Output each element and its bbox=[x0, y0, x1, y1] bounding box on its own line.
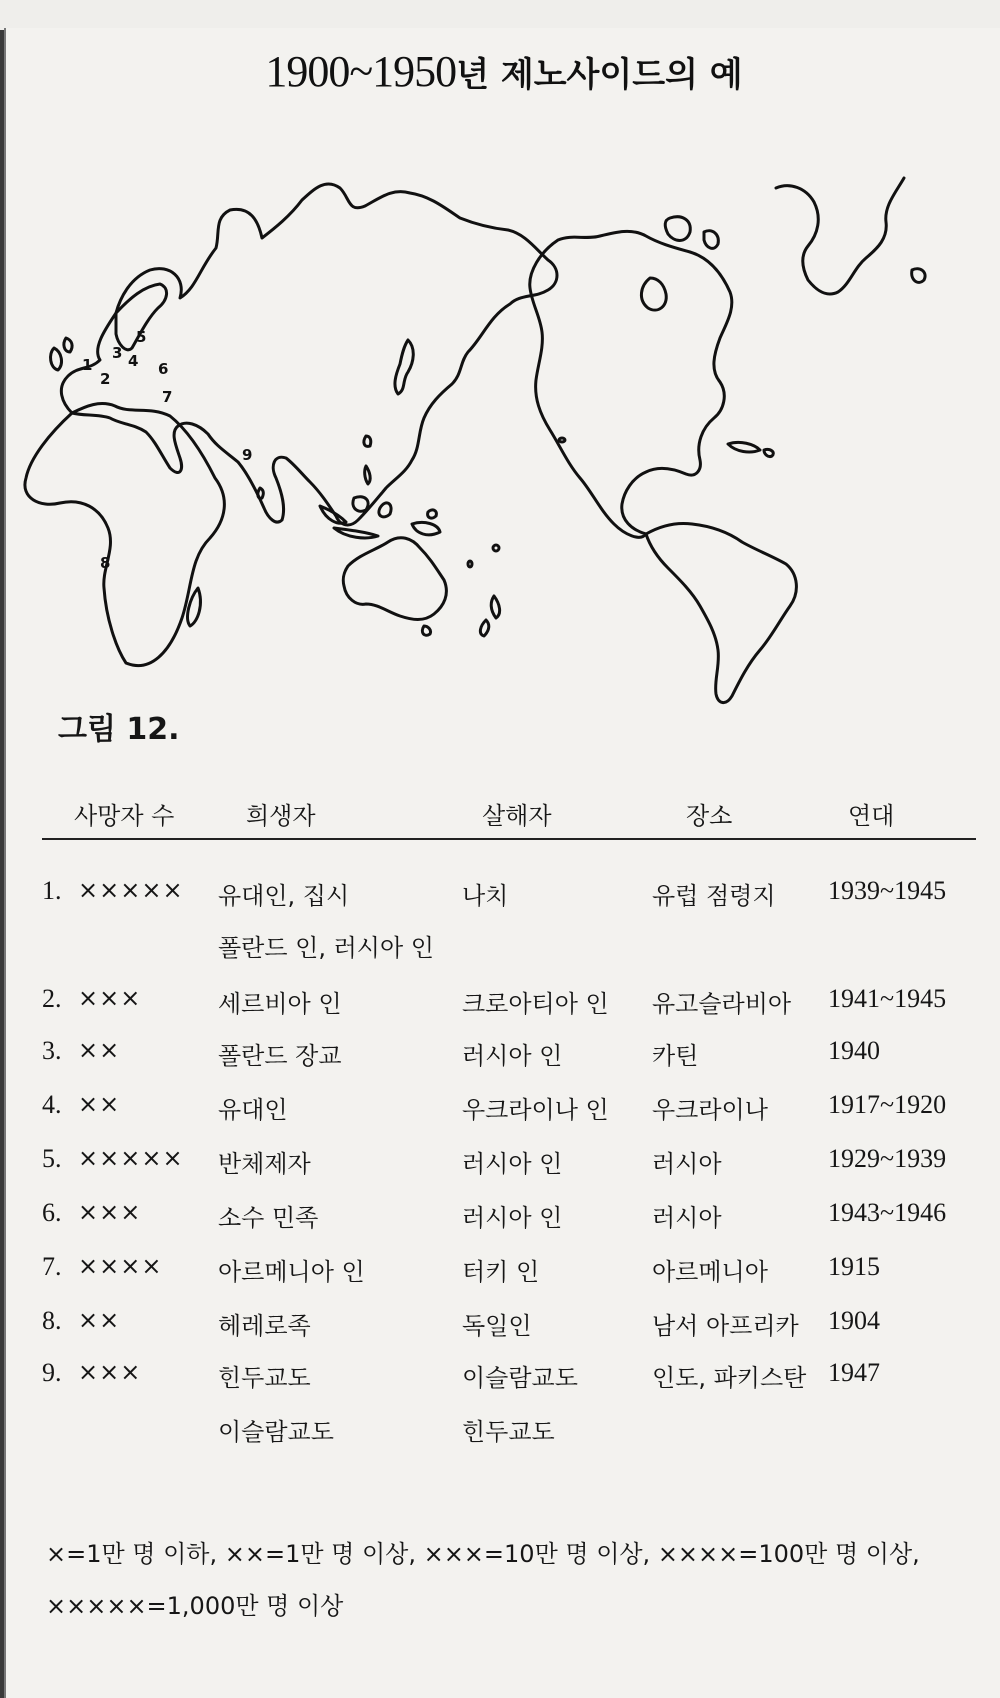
table-row bbox=[6, 876, 1000, 916]
header-victims: 희생자 bbox=[246, 802, 316, 830]
map-marker-5: 5 bbox=[136, 328, 147, 346]
map-caribbean bbox=[728, 442, 773, 456]
row-place: 우크라이나 bbox=[652, 1096, 768, 1124]
row-deaths: ××× bbox=[78, 1358, 142, 1386]
row-number: 9. bbox=[42, 1358, 62, 1387]
table-row bbox=[6, 1358, 1000, 1398]
row-years: 1929~1939 bbox=[828, 1144, 947, 1173]
table-row bbox=[6, 1306, 1000, 1346]
map-greenland bbox=[776, 178, 904, 294]
figure-label: 그림 12. bbox=[58, 712, 180, 747]
table-row bbox=[6, 1144, 1000, 1184]
map-pacific-island-b bbox=[468, 561, 472, 567]
row-deaths: ××× bbox=[78, 1198, 142, 1226]
map-taiwan bbox=[364, 436, 371, 446]
row-place: 인도, 파키스탄 bbox=[652, 1364, 807, 1392]
header-years: 연대 bbox=[848, 802, 895, 830]
table-row bbox=[6, 1412, 1000, 1452]
row-deaths: ××××× bbox=[78, 1144, 184, 1172]
row-killers: 러시아 인 bbox=[462, 1150, 563, 1178]
map-marker-9: 9 bbox=[242, 446, 253, 464]
page-top-edge bbox=[0, 0, 1000, 30]
map-japan bbox=[395, 340, 413, 394]
row-killers: 독일인 bbox=[462, 1312, 532, 1340]
row-killers: 나치 bbox=[462, 882, 509, 910]
row-killers: 이슬람교도 bbox=[462, 1364, 578, 1392]
row-number: 5. bbox=[42, 1144, 62, 1173]
row-number: 3. bbox=[42, 1036, 62, 1065]
row-number: 6. bbox=[42, 1198, 62, 1227]
map-srilanka bbox=[258, 488, 263, 498]
row-place: 러시아 bbox=[652, 1204, 722, 1232]
row-victims: 폴란드 장교 bbox=[218, 1042, 342, 1070]
row-place: 유럽 점령지 bbox=[652, 882, 776, 910]
map-tasmania bbox=[422, 626, 430, 635]
row-deaths: ××××× bbox=[78, 876, 184, 904]
map-philippines bbox=[365, 466, 370, 484]
map-north-america bbox=[530, 231, 732, 537]
row-killers: 러시아 인 bbox=[462, 1042, 563, 1070]
map-australia bbox=[343, 538, 446, 620]
header-place: 장소 bbox=[686, 802, 733, 830]
map-marker-7: 7 bbox=[162, 388, 173, 406]
row-killers: 우크라이나 인 bbox=[462, 1096, 609, 1124]
row-victims: 힌두교도 bbox=[218, 1364, 311, 1392]
row-place: 아르메니아 bbox=[652, 1258, 768, 1286]
page-title bbox=[6, 46, 1000, 97]
row-deaths: ×××× bbox=[78, 1252, 163, 1280]
legend bbox=[46, 1528, 976, 1632]
table-row bbox=[6, 1252, 1000, 1292]
row-victims: 아르메니아 인 bbox=[218, 1258, 365, 1286]
legend-line-1: ×=1만 명 이하, ××=1만 명 이상, ×××=10만 명 이상, ××××=100만 명 이상, bbox=[46, 1540, 920, 1568]
map-british-isles bbox=[51, 338, 73, 370]
map-baffin bbox=[665, 217, 718, 249]
row-victims: 반체제자 bbox=[218, 1150, 311, 1178]
map-iceland bbox=[912, 269, 925, 283]
row-killers: 터키 인 bbox=[462, 1258, 540, 1286]
row-number: 2. bbox=[42, 984, 62, 1013]
table-row bbox=[6, 1090, 1000, 1130]
header-rule bbox=[42, 838, 976, 840]
map-hudson-bay bbox=[641, 278, 666, 310]
row-victims: 폴란드 인, 러시아 인 bbox=[218, 934, 434, 962]
row-number: 1. bbox=[42, 876, 62, 905]
row-years: 1941~1945 bbox=[828, 984, 947, 1013]
map-marker-1: 1 bbox=[82, 356, 93, 374]
row-years: 1943~1946 bbox=[828, 1198, 947, 1227]
row-number: 8. bbox=[42, 1306, 62, 1335]
map-africa bbox=[25, 404, 224, 666]
row-victims: 세르비아 인 bbox=[218, 990, 342, 1018]
row-number: 7. bbox=[42, 1252, 62, 1281]
table-row bbox=[6, 1036, 1000, 1076]
map-marker-2: 2 bbox=[100, 370, 111, 388]
row-victims: 이슬람교도 bbox=[218, 1418, 334, 1446]
row-victims: 유대인, 집시 bbox=[218, 882, 350, 910]
row-years: 1940 bbox=[828, 1036, 880, 1065]
map-hawaii bbox=[559, 438, 565, 442]
row-deaths: ×× bbox=[78, 1036, 121, 1064]
row-years: 1939~1945 bbox=[828, 876, 947, 905]
table-row bbox=[6, 928, 1000, 968]
row-victims: 소수 민족 bbox=[218, 1204, 319, 1232]
row-years: 1917~1920 bbox=[828, 1090, 947, 1119]
map-marker-6: 6 bbox=[158, 360, 169, 378]
row-years: 1904 bbox=[828, 1306, 880, 1335]
map-marker-8: 8 bbox=[100, 554, 111, 572]
map-marker-4: 4 bbox=[128, 352, 139, 370]
header-killers: 살해자 bbox=[482, 802, 552, 830]
map-marker-3: 3 bbox=[112, 344, 123, 362]
row-deaths: ×× bbox=[78, 1090, 121, 1118]
row-place: 유고슬라비아 bbox=[652, 990, 792, 1018]
row-deaths: ××× bbox=[78, 984, 142, 1012]
row-victims: 유대인 bbox=[218, 1096, 288, 1124]
header-deaths: 사망자 수 bbox=[74, 802, 175, 830]
world-map bbox=[20, 148, 980, 718]
row-deaths: ×× bbox=[78, 1306, 121, 1334]
legend-line-2: ×××××=1,000만 명 이상 bbox=[46, 1592, 344, 1620]
row-place: 남서 아프리카 bbox=[652, 1312, 799, 1340]
map-pacific-island-a bbox=[493, 545, 499, 551]
book-page bbox=[4, 28, 1000, 1698]
row-place: 러시아 bbox=[652, 1150, 722, 1178]
map-new-zealand bbox=[480, 596, 499, 636]
row-place: 카틴 bbox=[652, 1042, 699, 1070]
title-years: 1900~1950 bbox=[265, 47, 457, 96]
table-row bbox=[6, 1198, 1000, 1238]
row-killers: 힌두교도 bbox=[462, 1418, 555, 1446]
row-years: 1915 bbox=[828, 1252, 880, 1281]
row-killers: 러시아 인 bbox=[462, 1204, 563, 1232]
row-years: 1947 bbox=[828, 1358, 880, 1387]
title-text: 년 제노사이드의 예 bbox=[456, 55, 743, 95]
row-killers: 크로아티아 인 bbox=[462, 990, 609, 1018]
row-victims: 헤레로족 bbox=[218, 1312, 311, 1340]
row-number: 4. bbox=[42, 1090, 62, 1119]
table-row bbox=[6, 984, 1000, 1024]
map-south-america bbox=[646, 523, 796, 702]
table-header bbox=[6, 796, 1000, 836]
